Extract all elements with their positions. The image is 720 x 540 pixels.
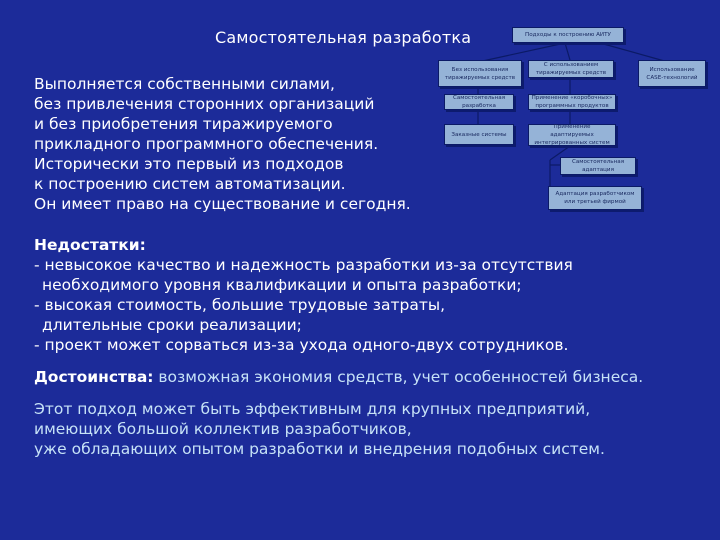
advantages-row: [34, 367, 704, 387]
disadvantage-line: - невысокое качество и надежность разработки из-за отсутствия: [34, 256, 573, 274]
disadvantage-line: - проект может сорваться из-за ухода одного-двух сотрудников.: [34, 336, 569, 354]
diagram-box-mid-5: Адаптация разработчиком или третьей фирмой: [548, 186, 642, 210]
intro-line: и без приобретения тиражируемого: [34, 115, 333, 133]
diagram-box-left-1: Без использования тиражируемых средств: [438, 60, 522, 87]
disadvantage-line: длительные сроки реализации;: [42, 316, 302, 334]
intro-text: [34, 74, 434, 214]
advantages-label: Достоинства:: [34, 368, 154, 386]
slide-title: Самостоятельная разработка: [215, 28, 472, 47]
diagram-box-left-2: Самостоятельная разработка: [444, 94, 514, 110]
diagram-box-mid-2: Применение «коробочных» программных продуктов: [528, 94, 616, 110]
diagram-box-mid-1: С использованием тиражируемых средств: [528, 60, 614, 78]
diagram-box-right-1: Использование CASE-технологий: [638, 60, 706, 87]
diagram-root-box: Подходы к построению АИТУ: [512, 27, 624, 43]
conclusion-line: Этот подход может быть эффективным для крупных предприятий,: [34, 400, 591, 418]
lower-text: [34, 235, 704, 459]
disadvantages-label: Недостатки:: [34, 236, 146, 254]
conclusion-line: имеющих большой коллектив разработчиков,: [34, 420, 412, 438]
intro-line: прикладного программного обеспечения.: [34, 135, 379, 153]
intro-line: без привлечения сторонних организаций: [34, 95, 375, 113]
intro-line: Он имеет право на существование и сегодня.: [34, 195, 411, 213]
intro-line: Выполняется собственными силами,: [34, 75, 335, 93]
intro-line: к построению систем автоматизации.: [34, 175, 346, 193]
disadvantage-line: необходимого уровня квалификации и опыта разработки;: [42, 276, 522, 294]
conclusion-line: уже обладающих опытом разработки и внедрения подобных систем.: [34, 440, 605, 458]
diagram-box-left-3: Заказные системы: [444, 124, 514, 145]
connector-line: [565, 43, 570, 60]
diagram-box-mid-3: Применение адаптируемых интегрированных систем: [528, 124, 616, 146]
advantages-text: возможная экономия средств, учет особенностей бизнеса.: [153, 368, 644, 386]
diagram-box-mid-4: Самостоятельная адаптация: [560, 157, 636, 175]
disadvantage-line: - высокая стоимость, большие трудовые затраты,: [34, 296, 446, 314]
intro-line: Исторически это первый из подходов: [34, 155, 344, 173]
